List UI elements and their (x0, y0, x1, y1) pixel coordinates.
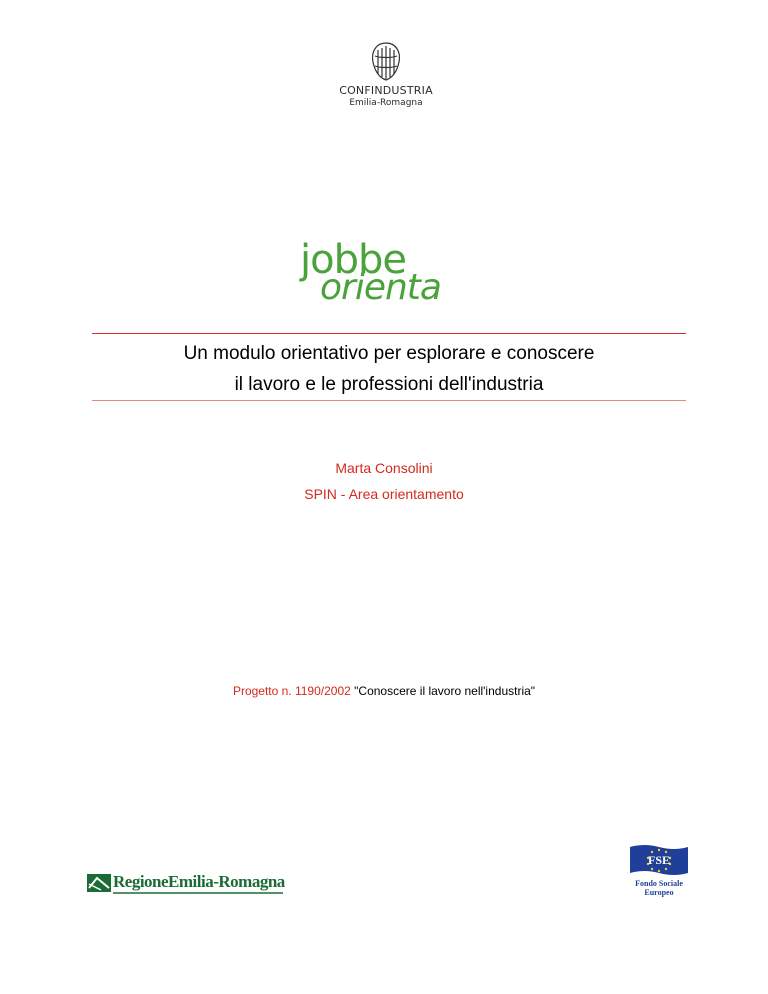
fse-caption-line-2: Europeo (644, 888, 674, 897)
subtitle-line-1: Un modulo orientativo per esplorare e conoscere (183, 343, 595, 364)
regione-logo-text: RegioneEmilia-Romagna (113, 872, 285, 891)
regione-emilia-romagna-logo (87, 872, 283, 896)
confindustria-logo (330, 40, 442, 120)
bottom-rule (92, 400, 686, 401)
jobbe-orienta-logo (296, 238, 496, 318)
top-rule (92, 333, 686, 334)
subtitle-line-2: il lavoro e le professioni dell'industria (234, 374, 544, 395)
confindustria-region: Emilia-Romagna (349, 98, 423, 108)
project-number: Progetto n. 1190/2002 (232, 684, 351, 698)
laurel-seal-icon (366, 40, 406, 82)
fse-caption-line-1: Fondo Sociale (635, 879, 683, 888)
project-title: "Conoscere il lavoro nell'industria" (354, 684, 536, 698)
fse-logo-text: FSE (647, 853, 670, 867)
author-affiliation: SPIN - Area orientamento (304, 486, 464, 502)
fse-logo (630, 843, 688, 898)
project-line (0, 684, 768, 698)
brand-line-2: orienta (320, 267, 441, 308)
confindustria-name: CONFINDUSTRIA (339, 84, 433, 97)
brand-line-1: jobbe (300, 237, 406, 283)
author-name: Marta Consolini (335, 460, 433, 476)
